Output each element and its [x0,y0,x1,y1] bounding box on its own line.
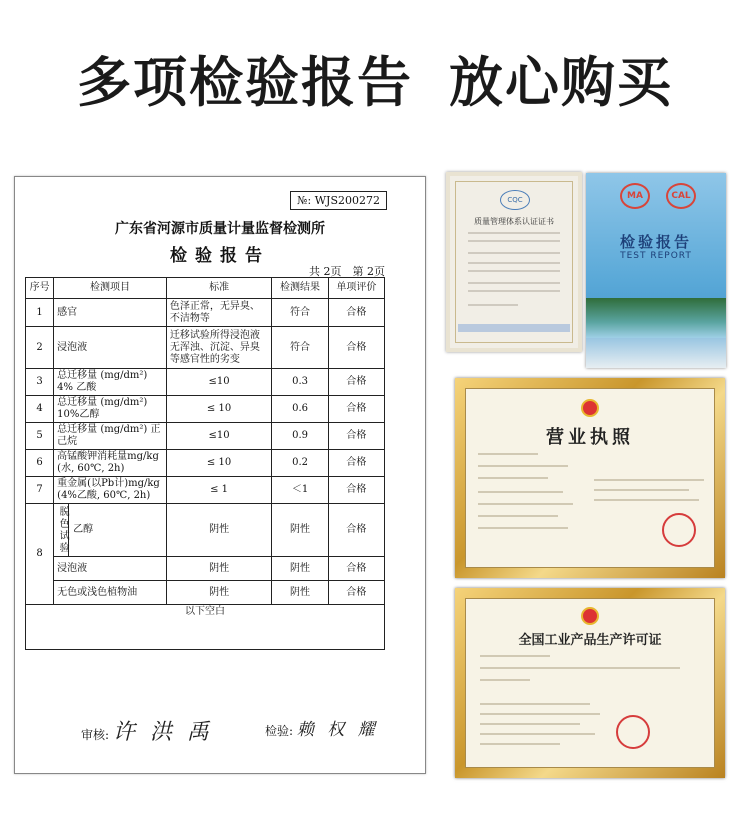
cell-no: 7 [26,477,54,504]
cell-item: 总迁移量 (mg/dm²) 10%乙醇 [54,396,167,423]
headline-left: 多项检验报告 [77,51,413,114]
table-row [26,477,385,504]
lake-photo [586,298,726,338]
test-report-cover [586,173,726,368]
inspection-report [14,176,426,774]
cell-standard: 阴性 [166,557,271,581]
license-title: 营业执照 [546,427,634,448]
table-row [26,504,385,557]
cell-result: 0.6 [272,396,329,423]
table-header [26,278,385,299]
national-emblem-icon [581,607,599,625]
cell-eval: 合格 [328,557,384,581]
cell-eval: 合格 [328,369,384,396]
national-emblem-icon [581,399,599,417]
table-row [26,327,385,369]
cell-no: 2 [26,327,54,369]
header-result: 检测结果 [272,278,329,299]
cell-item: 高锰酸钾消耗量mg/kg (水, 60℃, 2h) [54,450,167,477]
table-row [26,369,385,396]
header-item: 检测项目 [54,278,167,299]
report-institute: 广东省河源市质量计量监督检测所 [115,221,325,237]
table-row [26,605,385,650]
cell-standard: 阴性 [166,504,271,557]
table-row [26,581,385,605]
cell-item-group [54,504,167,557]
report-number: №: WJS200272 [290,191,387,210]
report-title: 检验报告 [170,246,270,266]
cell-result: 0.3 [272,369,329,396]
cell-eval: 合格 [328,581,384,605]
header-standard: 标准 [166,278,271,299]
business-license-frame [455,378,725,578]
cell-standard: ≤10 [166,423,271,450]
cell-item: 浸泡液 [54,327,167,369]
header-no: 序号 [26,278,54,299]
cell-eval: 合格 [328,299,384,327]
cqc-title: 质量管理体系认证证书 [474,217,554,226]
header-eval: 单项评价 [328,278,384,299]
test-report-title: 检验报告 [619,233,692,251]
cell-result: 阴性 [272,557,329,581]
table-row [26,557,385,581]
cell-eval: 合格 [328,450,384,477]
cell-eval: 合格 [328,327,384,369]
cell-result: 阴性 [272,504,329,557]
inspector-label: 检验: [265,724,294,738]
cell-item: 无色或浅色植物油 [54,581,167,605]
cell-no: 6 [26,450,54,477]
cell-eval: 合格 [328,423,384,450]
cell-result: 0.9 [272,423,329,450]
results-table [25,277,385,650]
cell-result: 符合 [272,327,329,369]
cell-item: 总迁移量 (mg/dm²) 4% 乙酸 [54,369,167,396]
permit-title: 全国工业产品生产许可证 [518,633,662,648]
cell-standard: 色泽正常，无异臭、不洁物等 [166,299,271,327]
cell-no: 5 [26,423,54,450]
cell-eval: 合格 [328,477,384,504]
table-row [26,396,385,423]
cell-standard: ≤ 10 [166,450,271,477]
ma-seal: MA [620,183,650,209]
production-permit-frame [455,588,725,778]
table-row [26,450,385,477]
reviewer-sign: 许 洪 禹 [112,720,213,745]
blank-note: 以下空白 [26,605,385,650]
cell-standard: 迁移试验所得浸泡液无浑浊、沉淀、异臭等感官性的劣变 [166,327,271,369]
report-pages: 共 2页 第 2页 [309,265,385,278]
official-stamp-icon [662,513,696,547]
cell-standard: ≤10 [166,369,271,396]
cell-eval: 合格 [328,504,384,557]
headline-right: 放心购买 [449,51,673,114]
cell-result: 0.2 [272,450,329,477]
table-row [26,423,385,450]
inspector-signature [265,715,379,740]
test-report-subtitle: TEST REPORT [620,251,692,261]
production-permit [465,598,715,768]
cell-eval: 合格 [328,396,384,423]
cell-no: 3 [26,369,54,396]
business-license [465,388,715,568]
cell-item: 重金属(以Pb计)mg/kg (4%乙酸, 60℃, 2h) [54,477,167,504]
cell-no: 8 [26,504,54,605]
cell-no: 1 [26,299,54,327]
reviewer-label: 审核: [81,728,110,742]
inspector-sign: 赖 权 耀 [296,720,379,740]
cal-seal: CAL [666,183,696,209]
cell-item: 浸泡液 [54,557,167,581]
cell-item: 总迁移量 (mg/dm²) 正己烷 [54,423,167,450]
reviewer-signature [81,715,213,746]
cqc-certificate [446,172,582,352]
cell-standard: 阴性 [166,581,271,605]
cell-no: 4 [26,396,54,423]
cell-standard: ≤ 10 [166,396,271,423]
cell-result: 符合 [272,299,329,327]
cqc-logo: CQC [500,190,530,210]
page-headline [0,40,750,117]
group-label: 脱色试验 [54,504,69,556]
cell-result: 阴性 [272,581,329,605]
cell-item: 乙醇 [73,524,94,535]
table-row [26,299,385,327]
cell-standard: ≤ 1 [166,477,271,504]
cell-result: ＜1 [272,477,329,504]
cell-item: 感官 [54,299,167,327]
official-stamp-icon [616,715,650,749]
